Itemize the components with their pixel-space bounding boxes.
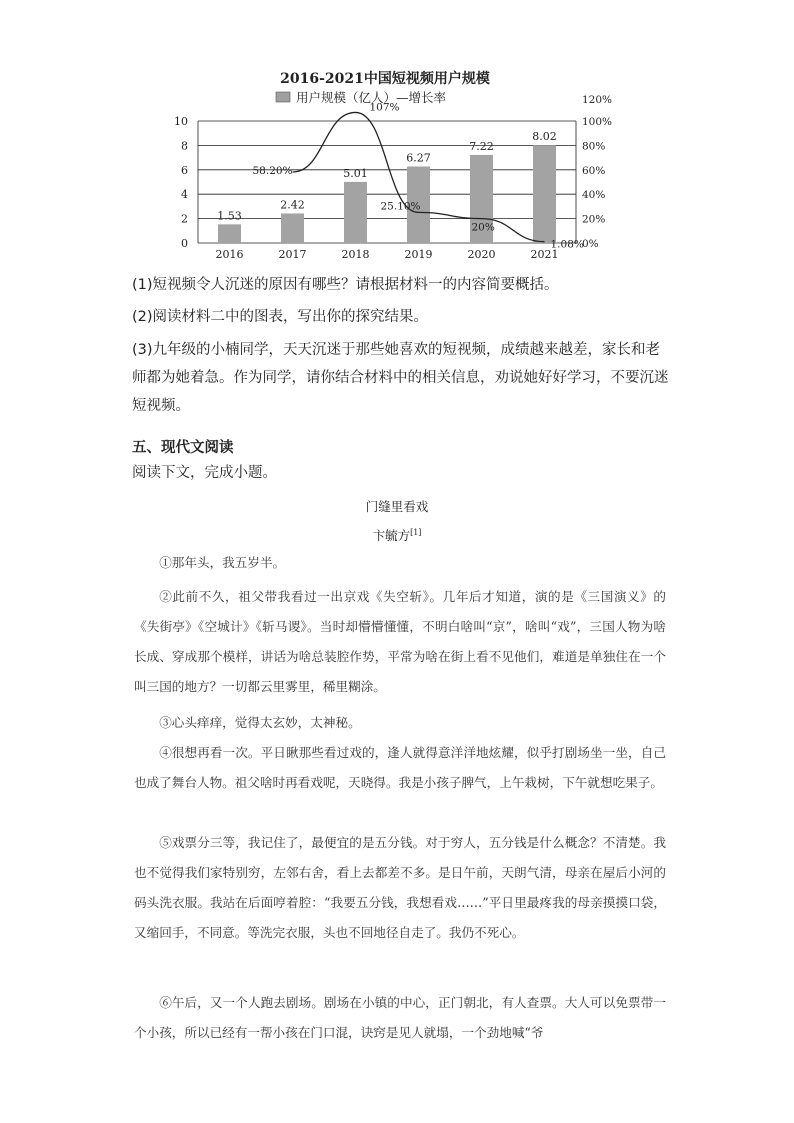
rate-label-2019: 25.10%: [380, 200, 421, 213]
bar-label-2017: 2.42: [280, 198, 305, 212]
bar-label-2019: 6.27: [406, 151, 431, 165]
right-tick-80pct: 80%: [582, 140, 606, 153]
legend-bar-swatch: [276, 92, 290, 102]
article-author: 卞毓方: [372, 528, 411, 543]
right-tick-0pct: 0%: [582, 238, 599, 250]
bar-label-2018: 5.01: [343, 166, 368, 180]
right-tick-20pct: 20%: [582, 213, 606, 226]
bar-2016: [218, 224, 241, 243]
bar-2017: [281, 213, 304, 243]
paragraph-4: ④很想再看一次。平日瞅那些看过戏的，逢人就得意洋洋地炫耀，似乎打剧场坐一坐，自己也成了舞台人物。祖父啥时再看戏呢，天晓得。我是小孩子脾气，上午栽树，下午就想吃果子。: [134, 745, 666, 790]
question-3: (3)九年级的小楠同学，天天沉迷于那些她喜欢的短视频，成绩越来越差，家长和老师都为她着急。作为同学，请你结合材料中的相关信息，劝说她好好学习，不要沉迷短视频。: [132, 342, 669, 414]
bar-label-2021: 8.02: [532, 130, 557, 144]
left-tick-0: 0: [181, 237, 188, 250]
chart-title: 2016-2021中国短视频用户规模: [280, 71, 490, 87]
paragraph-1: ①那年头，我五岁半。: [159, 555, 286, 570]
left-axis-ticks: [174, 115, 188, 250]
article-title: 门缝里看戏: [365, 499, 429, 514]
user-scale-chart: [0, 0, 794, 270]
left-tick-6: 6: [181, 163, 188, 177]
legend-line-label: —增长率: [396, 90, 447, 105]
x-axis-labels: [216, 248, 559, 261]
right-tick-100pct: 100%: [582, 116, 613, 128]
grid-lines: [198, 121, 576, 243]
left-tick-2: 2: [181, 212, 188, 226]
rate-label-2020: 20%: [471, 221, 495, 234]
rate-label-2021: 1.08%: [550, 238, 584, 251]
bar-label-2016: 1.53: [217, 209, 242, 223]
x-label-2017: 2017: [278, 248, 307, 261]
paragraph-3: ③心头痒痒，觉得太玄妙，太神秘。: [159, 715, 361, 730]
legend-bar-label: 用户规模（亿人）: [296, 90, 397, 105]
question-2: (2)阅读材料二中的图表，写出你的探究结果。: [132, 309, 429, 325]
left-tick-10: 10: [174, 115, 188, 128]
author-footnote-ref: [1]: [410, 527, 422, 537]
bar-2021: [533, 145, 556, 243]
bar-2018: [344, 182, 367, 243]
question-1: (1)短视频令人沉迷的原因有哪些？请根据材料一的内容简要概括。: [132, 277, 559, 293]
bar-label-2020: 7.22: [469, 139, 494, 153]
article-author-line: [0, 526, 794, 544]
paragraph-6: ⑥午后，又一个人跑去剧场。剧场在小镇的中心，正门朝北，有人查票。大人可以免票带一个小孩，所以已经有一帮小孩在门口混，诀窍是见人就塌，一个劲地喊“爷: [134, 995, 666, 1040]
x-label-2019: 2019: [404, 248, 433, 261]
right-tick-120pct: 120%: [582, 94, 613, 106]
paragraph-2: ②此前不久，祖父带我看过一出京戏《失空斩》。几年后才知道，演的是《三国演义》的《失街亭》《空城计》《斩马谡》。当时却懵懵懂懂，不明白啥叫“京”，啥叫“戏”，三国人物为啥长成、穿成那个模样，讲话为啥总装腔作势，平常为啥在街上看不见他们，难道是单独住在一个叫三国的地方？一切都云里雾里，稀里糊涂。: [134, 589, 666, 694]
section-title: 五、现代文阅读: [132, 440, 234, 456]
x-label-2021: 2021: [530, 248, 559, 261]
x-label-2016: 2016: [215, 248, 244, 261]
right-tick-40pct: 40%: [582, 189, 606, 202]
rate-label-2017: 58.20%: [252, 164, 293, 177]
x-label-2020: 2020: [467, 248, 496, 261]
x-label-2018: 2018: [341, 248, 370, 261]
paragraph-5: ⑤戏票分三等，我记住了，最便宜的是五分钱。对于穷人，五分钱是什么概念？不清楚。我也不觉得我们家特别穷，左邻右舍，看上去都差不多。是日午前，天朗气清，母亲在屋后小河的码头洗衣服。我站在后面哼着腔：“我要五分钱，我想看戏……”平日里最疼我的母亲摸摸口袋，又缩回手，不同意。等洗完衣服，头也不回地径自走了。我仍不死心。: [134, 835, 666, 940]
section-instruction: 阅读下文，完成小题。: [132, 465, 277, 481]
right-tick-60pct: 60%: [582, 164, 606, 177]
left-tick-4: 4: [181, 188, 188, 202]
rate-label-2018: 107%: [369, 101, 400, 114]
right-axis-ticks: [582, 94, 612, 250]
left-tick-8: 8: [181, 139, 188, 153]
